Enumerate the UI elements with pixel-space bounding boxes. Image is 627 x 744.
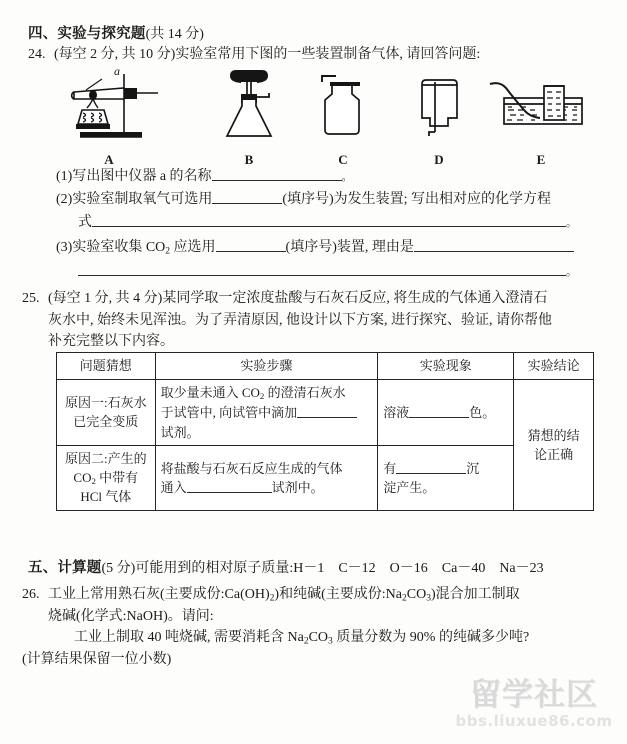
section-4-score: (共 14 分) xyxy=(145,27,204,42)
steps-1-line-2 xyxy=(161,403,373,423)
cell-conclusion-merged xyxy=(514,380,594,511)
question-26-line-1 xyxy=(22,584,612,606)
apparatus-figure xyxy=(36,64,596,167)
q26-l1-b: )和纯碱(主要成份:Na xyxy=(274,587,402,602)
steps-2-line-1: 将盐酸与石灰石反应生成的气体 xyxy=(160,460,343,476)
q26-l3-c: 质量分数为 90% 的纯碱多少吨? xyxy=(332,630,530,646)
guess-2-line-1: 原因二:产生的 xyxy=(64,451,147,467)
question-24-subitems xyxy=(56,166,604,284)
q26-l3-b: CO xyxy=(308,630,329,646)
q24-item2-label: (2) xyxy=(56,192,73,207)
question-26-line-4: (计算结果保留一位小数) xyxy=(22,651,172,667)
phenomenon-2-answer-blank[interactable] xyxy=(396,461,466,474)
q26-l3-a: 工业上制取 40 吨烧碱, 需要消耗含 Na xyxy=(74,630,304,646)
q24-item2-period: 。 xyxy=(566,217,577,229)
q24-item2-cont-label: 式 xyxy=(78,215,92,230)
apparatus-e xyxy=(486,72,596,168)
steps-2-line-2 xyxy=(161,478,373,498)
column-header-steps: 实验步骤 xyxy=(155,353,378,380)
table-row xyxy=(57,380,594,446)
guess-2-subscript: 2 xyxy=(91,476,96,487)
q24-item2-equation-blank[interactable] xyxy=(92,213,566,227)
question-25-line-2: 灰水中, 始终未见浑浊。为了弄清原因, 他设计以下方案, 进行探究、验证, 请你帮他 xyxy=(48,312,552,328)
apparatus-b xyxy=(214,66,284,168)
apparatus-b-caption: B xyxy=(244,152,254,167)
phenomenon-2-line-1 xyxy=(383,459,508,479)
question-25-text-1: 某同学取一定浓度盐酸与石灰石反应, 将生成的气体通入澄清石 xyxy=(162,291,548,306)
section-5-title: 五、计算题 xyxy=(28,560,102,576)
guess-1-line-1: 原因一:石灰水 xyxy=(64,394,147,410)
q26-l1-a: 工业上常用熟石灰(主要成份:Ca(OH) xyxy=(48,587,270,602)
conclusion-line-2: 论正确 xyxy=(534,447,574,463)
conclusion-line-1: 猜想的结 xyxy=(527,427,580,443)
steps-2-post: 试剂中。 xyxy=(271,480,324,496)
phenomenon-1-post: 色。 xyxy=(469,404,496,420)
section-4-title: 四、实验与探究题 xyxy=(28,26,146,42)
q24-item3-reason-blank[interactable] xyxy=(78,261,566,275)
apparatus-b-icon xyxy=(214,66,284,146)
question-24-stem xyxy=(28,44,608,65)
table-header-row xyxy=(57,353,594,380)
q24-item3-period: 。 xyxy=(566,265,577,278)
q24-item2-answer-blank-1[interactable] xyxy=(212,190,282,204)
q24-item1-answer-blank[interactable] xyxy=(212,167,342,181)
guess-2-line-3: HCl 气体 xyxy=(80,488,132,504)
question-26-line-3 xyxy=(22,627,612,649)
question-25 xyxy=(22,288,607,353)
phenomenon-1-answer-blank[interactable] xyxy=(409,405,469,418)
apparatus-d-caption: D xyxy=(434,152,444,167)
question-26 xyxy=(22,584,612,670)
section-4-heading xyxy=(28,22,603,45)
steps-1-subscript: 2 xyxy=(259,391,265,402)
apparatus-e-caption: E xyxy=(536,152,546,167)
column-header-guess: 问题猜想 xyxy=(57,353,156,380)
watermark-url-text: bbs.liuxue86.com xyxy=(455,712,613,730)
guess-2-text-a: CO xyxy=(73,469,92,485)
guess-2-text-b: 中带有 xyxy=(95,469,139,485)
q24-item3-text-b: (填序号)装置, 理由是 xyxy=(285,240,414,255)
question-26-number: 26. xyxy=(22,587,40,602)
q24-item1-label: (1) xyxy=(56,169,73,184)
apparatus-a-caption: A xyxy=(104,152,114,167)
q24-item3-answer-blank-1[interactable] xyxy=(216,238,286,252)
apparatus-c-icon xyxy=(308,70,378,146)
question-24-stem-text xyxy=(54,44,480,65)
section-5-atomic-masses: 可能用到的相对原子质量:H－1 C－12 O－16 Ca－40 Na－23 xyxy=(135,561,544,576)
q26-l3-sub1: 2 xyxy=(303,636,309,647)
q26-l1-sub3: 3 xyxy=(426,593,431,604)
question-26-line-2: 烧碱(化学式:NaOH)。请问: xyxy=(48,608,214,624)
question-24-score: (每空 2 分, 共 10 分) xyxy=(54,47,176,62)
phenomenon-1-pre: 溶液 xyxy=(383,404,410,420)
question-25-head xyxy=(48,288,547,310)
cell-guess-2 xyxy=(57,446,156,511)
q24-item3-label: (3) xyxy=(56,240,73,255)
q24-item3-text-a2: 应选用 xyxy=(170,240,216,255)
apparatus-c xyxy=(308,70,378,168)
q24-item3-subscript: 2 xyxy=(165,246,171,257)
steps-1-line-3: 试剂。 xyxy=(160,424,200,440)
question-24-item-2-continuation xyxy=(56,212,604,233)
question-25-number: 25. xyxy=(22,291,40,306)
question-24-prompt: 实验室常用下图的一些装置制备气体, 请回答问题: xyxy=(175,47,481,62)
table-header xyxy=(57,353,594,380)
cell-steps-1 xyxy=(155,380,378,446)
q24-item1-period: 。 xyxy=(341,171,353,183)
question-24-number: 24. xyxy=(28,47,46,62)
table-body xyxy=(57,380,594,511)
question-24-item-1 xyxy=(56,166,604,187)
steps-1-text-b: 的澄清石灰水 xyxy=(264,385,346,400)
guess-1-line-2: 已完全变质 xyxy=(73,413,139,429)
steps-1-line-1 xyxy=(161,383,373,403)
steps-1-text-c: 于试管中, 向试管中滴加 xyxy=(160,405,298,421)
phenomenon-2-pre: 有 xyxy=(383,460,397,476)
cell-steps-2 xyxy=(155,446,378,511)
question-24-item-3 xyxy=(56,237,604,259)
guess-2-line-2 xyxy=(62,469,150,488)
question-26-text-1 xyxy=(48,584,520,606)
question-24-item-2 xyxy=(56,189,604,210)
table-row xyxy=(57,446,594,511)
q26-l1-c: CO xyxy=(406,587,427,602)
apparatus-a-icon xyxy=(50,66,168,146)
question-25-line-3: 补充完整以下内容。 xyxy=(48,334,174,350)
q24-item2-text-b: (填序号)为发生装置; 写出相对应的化学方程 xyxy=(282,192,552,207)
question-24-item-3-continuation xyxy=(56,261,604,282)
q24-item3-answer-blank-2[interactable] xyxy=(414,238,574,252)
steps-2-answer-blank[interactable] xyxy=(187,480,272,493)
phenomenon-2-line-2: 淀产生。 xyxy=(383,480,436,496)
apparatus-e-icon xyxy=(486,72,596,146)
section-5-heading xyxy=(28,556,608,579)
watermark-chinese-text: 留学社区 xyxy=(470,677,598,713)
cell-phenomenon-1 xyxy=(378,380,514,446)
column-header-phenomenon: 实验现象 xyxy=(378,353,514,380)
section-5-score: (5 分) xyxy=(101,561,136,576)
q26-l1-sub2: 2 xyxy=(401,593,407,604)
apparatus-c-caption: C xyxy=(338,152,348,167)
question-25-score: (每空 1 分, 共 4 分) xyxy=(48,291,163,306)
apparatus-a-part-label: a xyxy=(114,64,120,78)
q24-item3-text-a: 实验室收集 CO xyxy=(72,240,166,255)
q26-l1-d: )混合加工制取 xyxy=(430,587,520,602)
cell-phenomenon-2 xyxy=(378,446,514,511)
phenomenon-2-mid: 沉 xyxy=(466,460,480,476)
apparatus-a xyxy=(50,66,168,168)
apparatus-d xyxy=(408,70,470,168)
q26-l1-sub1: 2 xyxy=(269,593,275,604)
column-header-conclusion: 实验结论 xyxy=(514,353,594,380)
site-watermark xyxy=(455,679,613,730)
steps-1-text-a: 取少量未通入 CO xyxy=(160,385,260,400)
experiment-design-table xyxy=(56,352,594,511)
cell-guess-1 xyxy=(57,380,156,446)
steps-2-pre: 通入 xyxy=(160,480,187,496)
q24-item1-text: 写出图中仪器 a 的名称 xyxy=(72,169,212,184)
q26-l3-sub2: 3 xyxy=(328,636,333,647)
steps-1-answer-blank[interactable] xyxy=(297,405,357,418)
question-25-line-1 xyxy=(22,288,607,310)
q24-item2-text-a: 实验室制取氧气可选用 xyxy=(72,192,213,207)
apparatus-d-icon xyxy=(408,70,470,146)
